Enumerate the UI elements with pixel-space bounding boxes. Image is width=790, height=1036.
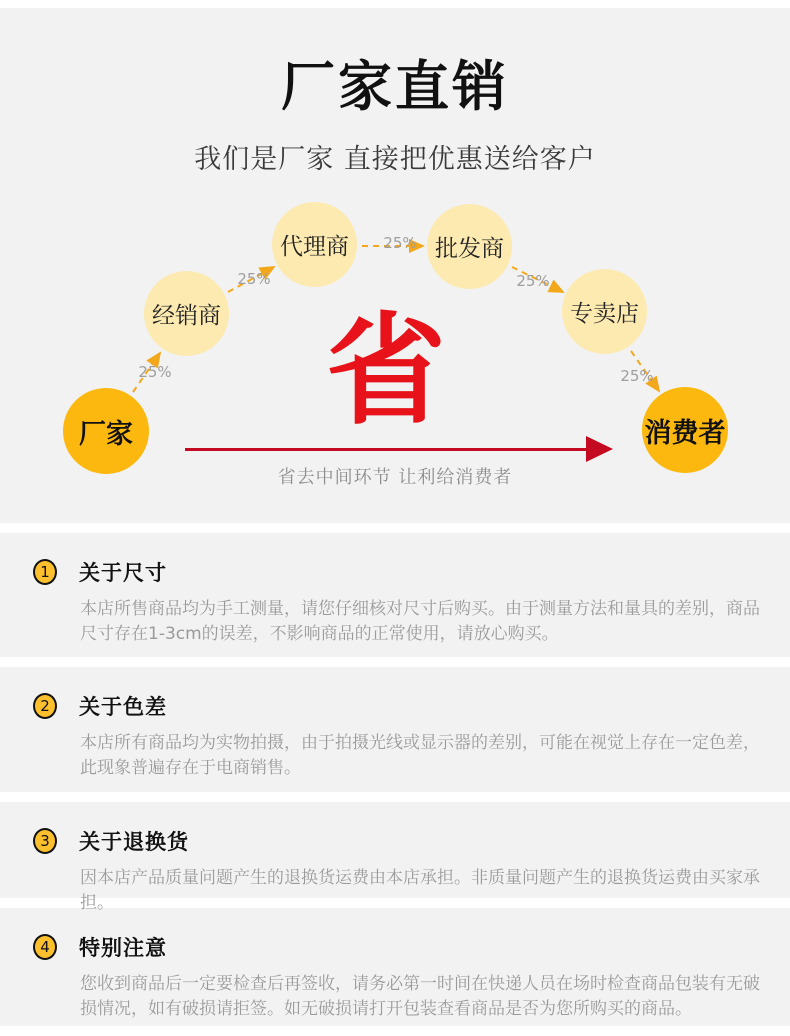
- page-subtitle: 我们是厂家 直接把优惠送给客户: [194, 144, 596, 175]
- section-title: 关于尺寸: [79, 561, 167, 585]
- markup-label: 25%: [383, 234, 417, 253]
- supply-chain-diagram: [0, 195, 790, 525]
- node-wholesaler: 批发商: [427, 204, 512, 289]
- notice-section-size: [0, 533, 790, 657]
- section-title: 关于色差: [79, 695, 167, 719]
- markup-label: 25%: [237, 270, 271, 289]
- save-character: 省: [326, 302, 446, 442]
- page-title: 厂家直销: [281, 55, 509, 118]
- diagram-caption: 省去中间环节 让利给消费者: [277, 467, 513, 489]
- node-store: 专卖店: [562, 269, 647, 354]
- section-body: 本店所有商品均为实物拍摄，由于拍摄光线或显示器的差别，可能在视觉上存在一定色差，此现象普遍存在于电商销售。: [80, 733, 760, 778]
- number-badge: 4: [33, 934, 57, 960]
- section-header: [33, 691, 770, 721]
- markup-label: 25%: [138, 363, 172, 382]
- notice-section-attention: [0, 908, 790, 1026]
- notice-section-returns: [0, 802, 790, 913]
- markup-label: 25%: [516, 272, 550, 291]
- section-body: 因本店产品质量问题产生的退换货运费由本店承担。非质量问题产生的退换货运费由买家承担。: [80, 868, 760, 913]
- section-body: 本店所售商品均为手工测量，请您仔细核对尺寸后购买。由于测量方法和量具的差别，商品尺寸存在1-3cm的误差，不影响商品的正常使用，请放心购买。: [80, 599, 760, 644]
- notice-section-color: [0, 667, 790, 792]
- number-badge: 2: [33, 693, 57, 719]
- section-header: [33, 932, 770, 962]
- hero-section: [0, 8, 790, 523]
- node-agent: 代理商: [272, 202, 357, 287]
- section-body: 您收到商品后一定要检查后再签收，请务必第一时间在快递人员在场时检查商品包装有无破损情况，如有破损请拒签。如无破损请打开包装查看商品是否为您所购买的商品。: [80, 974, 760, 1019]
- node-distributor: 经销商: [144, 271, 229, 356]
- section-header: [33, 557, 770, 587]
- section-header: [33, 826, 770, 856]
- direct-flow-arrow-line: [185, 448, 588, 451]
- node-consumer: 消费者: [642, 387, 728, 473]
- section-title: 特别注意: [79, 936, 167, 960]
- number-badge: 1: [33, 559, 57, 585]
- node-factory: 厂家: [63, 388, 149, 474]
- number-badge: 3: [33, 828, 57, 854]
- section-title: 关于退换货: [79, 830, 189, 854]
- direct-flow-arrowhead-icon: [586, 436, 613, 462]
- markup-label: 25%: [620, 367, 654, 386]
